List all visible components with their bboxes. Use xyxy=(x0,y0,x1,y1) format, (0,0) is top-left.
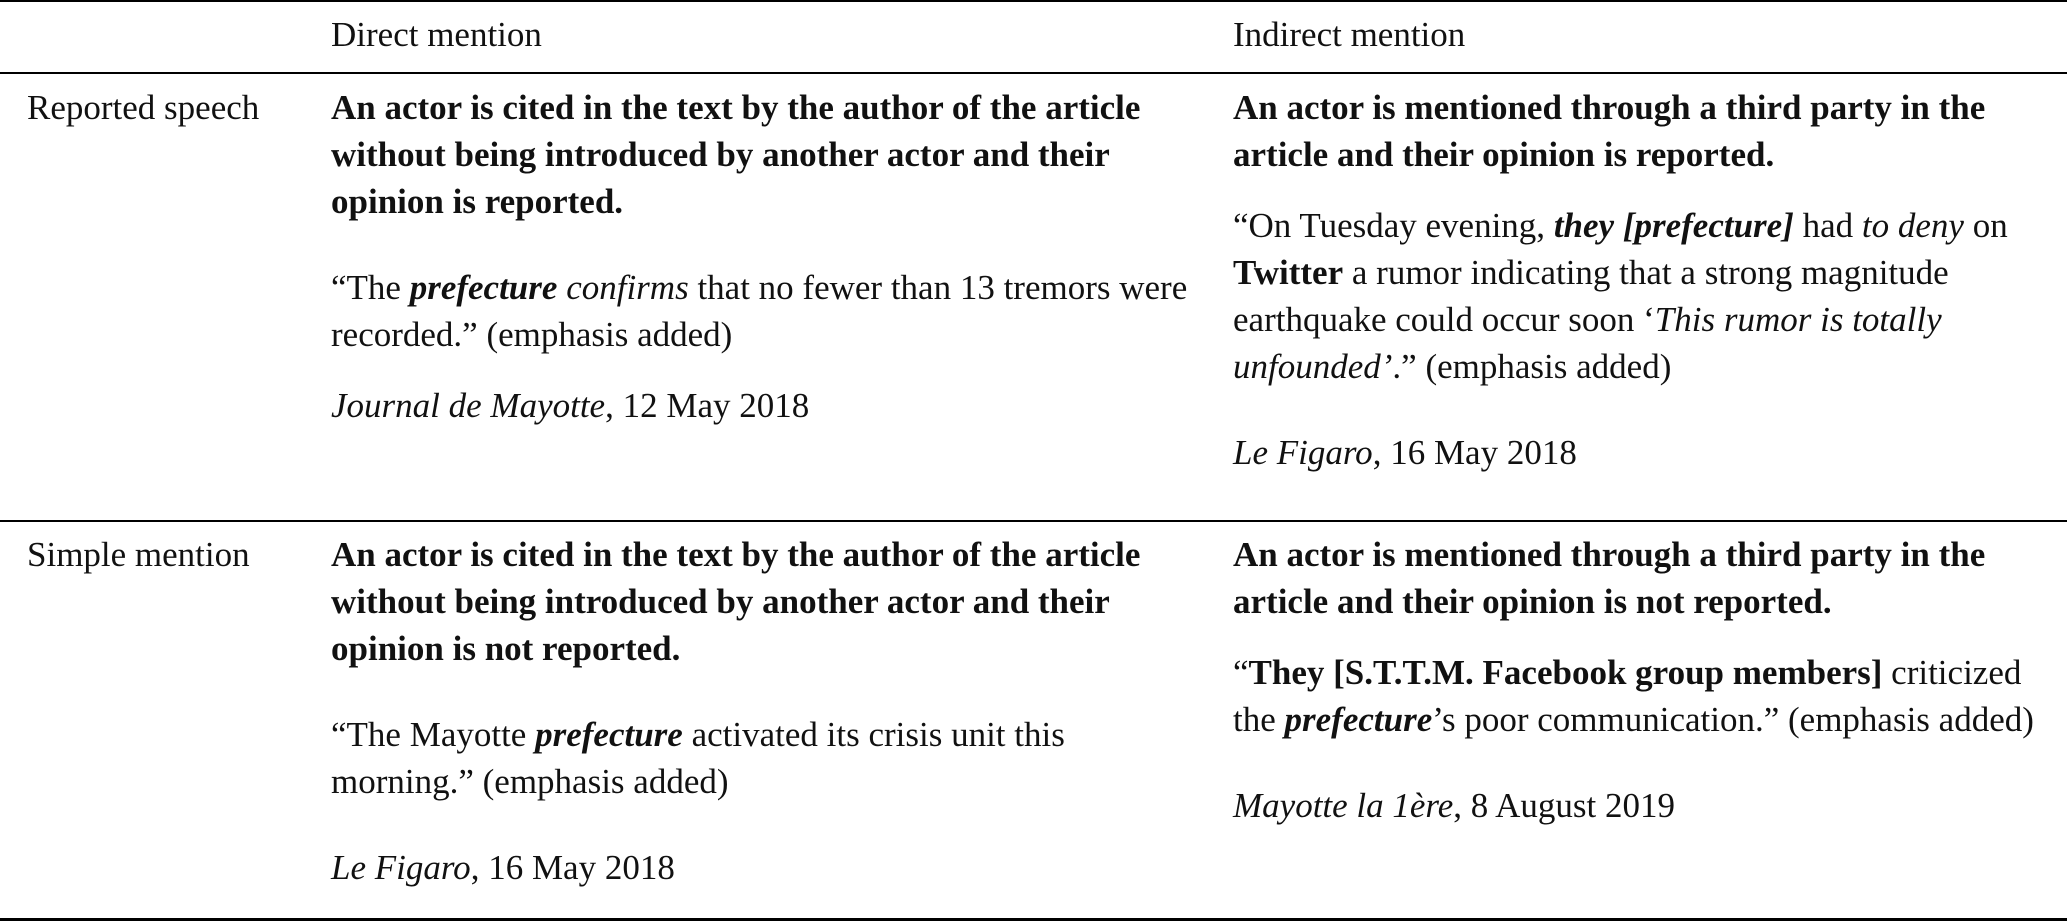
example-quote: “The prefecture confirms that no fewer than 13 tremors were recorded.” (emphasis added) xyxy=(331,268,1188,354)
example-quote: “On Tuesday evening, they [prefecture] had to deny on Twitter a rumor indicating that a strong magnitude earthquake could occur soon ‘This rumor is totally unfounded’.” (emphasis added) xyxy=(1233,206,2008,386)
cell-reported-direct xyxy=(331,84,1191,429)
example-quote: “They [S.T.T.M. Facebook group members] criticized the prefecture’s poor communication.” (emphasis added) xyxy=(1233,653,2034,739)
cell-simple-direct xyxy=(331,531,1191,891)
table-header-rule xyxy=(0,72,2067,74)
definition-text: An actor is cited in the text by the author of the article without being introduced by another actor and their opinion is not reported. xyxy=(331,535,1141,668)
source-citation: Le Figaro, 16 May 2018 xyxy=(1233,433,1577,472)
row-label-simple-mention: Simple mention xyxy=(27,535,250,574)
source-citation: Mayotte la 1ère, 8 August 2019 xyxy=(1233,786,1675,825)
example-quote: “The Mayotte prefecture activated its crisis unit this morning.” (emphasis added) xyxy=(331,715,1065,801)
definition-text: An actor is mentioned through a third party in the article and their opinion is not reported. xyxy=(1233,535,1986,621)
row-label-reported-speech: Reported speech xyxy=(27,88,260,127)
table-row-divider xyxy=(0,520,2067,522)
table-bottom-rule xyxy=(0,918,2067,921)
cell-reported-indirect xyxy=(1233,84,2053,476)
cell-simple-indirect xyxy=(1233,531,2053,829)
definition-text: An actor is cited in the text by the author of the article without being introduced by another actor and their opinion is reported. xyxy=(331,88,1141,221)
column-header-direct: Direct mention xyxy=(331,15,542,54)
column-header-indirect: Indirect mention xyxy=(1233,15,1466,54)
definition-text: An actor is mentioned through a third party in the article and their opinion is reported. xyxy=(1233,88,1986,174)
source-citation: Journal de Mayotte, 12 May 2018 xyxy=(331,386,810,425)
table-top-rule xyxy=(0,0,2067,2)
source-citation: Le Figaro, 16 May 2018 xyxy=(331,848,675,887)
